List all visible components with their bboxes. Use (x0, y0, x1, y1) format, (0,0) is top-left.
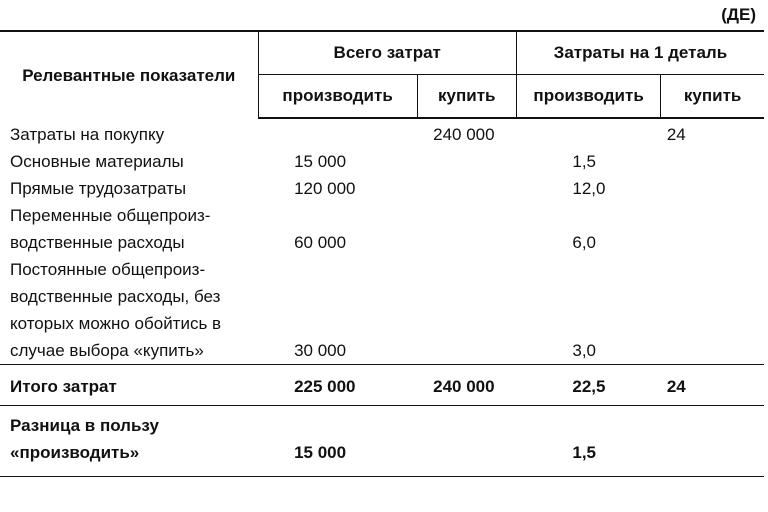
cell-total-make: 60 000 (294, 233, 347, 252)
cell-total-make: 120 000 (294, 179, 356, 198)
cell-total-make (258, 118, 417, 148)
header-total-make: производить (258, 75, 417, 119)
header-unit-buy: купить (661, 75, 764, 119)
difference-label: Разница в пользу «производить» (0, 406, 258, 477)
cell-unit-buy (661, 148, 764, 175)
cell-unit-buy (661, 256, 764, 365)
table-row (0, 202, 764, 256)
table-row (0, 148, 764, 175)
header-per-unit-costs: Затраты на 1 деталь (516, 31, 764, 75)
total-make: 225 000 (258, 365, 417, 406)
cell-total-buy (417, 175, 516, 202)
total-unit-buy: 24 (661, 365, 764, 406)
make-or-buy-table (0, 30, 764, 477)
header-total-costs: Всего затрат (258, 31, 516, 75)
total-label: Итого затрат (0, 365, 258, 406)
row-label: Затраты на покупку (10, 125, 165, 144)
difference-unit-buy (661, 406, 764, 477)
cell-total-buy: 240 000 (433, 125, 495, 144)
difference-unit-make: 1,5 (516, 406, 660, 477)
cell-total-make: 30 000 (294, 341, 347, 360)
cell-total-buy (417, 148, 516, 175)
row-label: Переменные общепроиз-водственные расходы (10, 206, 211, 252)
unit-label: (ДЕ) (721, 5, 756, 24)
cell-unit-make: 1,5 (572, 152, 597, 171)
cell-unit-make (516, 118, 660, 148)
difference-buy (417, 406, 516, 477)
row-label: Постоянные общепроиз-водственные расходы, без которых можно обойтись в случае выбора «купить» (10, 260, 222, 360)
table-row (0, 118, 764, 148)
cell-unit-buy: 24 (666, 125, 686, 144)
cell-unit-buy (661, 175, 764, 202)
difference-row (0, 406, 764, 477)
total-buy: 240 000 (417, 365, 516, 406)
cell-unit-make: 6,0 (572, 233, 597, 252)
cell-total-buy (417, 202, 516, 256)
difference-make: 15 000 (258, 406, 417, 477)
table-row (0, 256, 764, 365)
cell-total-buy (417, 256, 516, 365)
total-unit-make: 22,5 (516, 365, 660, 406)
row-label: Прямые трудозатраты (10, 179, 187, 198)
table-row (0, 175, 764, 202)
cell-unit-make: 12,0 (572, 179, 606, 198)
total-row (0, 365, 764, 406)
header-unit-make: производить (516, 75, 660, 119)
row-label: Основные материалы (10, 152, 184, 171)
header-total-buy: купить (417, 75, 516, 119)
header-relevant: Релевантные показатели (0, 31, 258, 118)
cell-unit-buy (661, 202, 764, 256)
cell-total-make: 15 000 (294, 152, 347, 171)
cell-unit-make: 3,0 (572, 341, 597, 360)
